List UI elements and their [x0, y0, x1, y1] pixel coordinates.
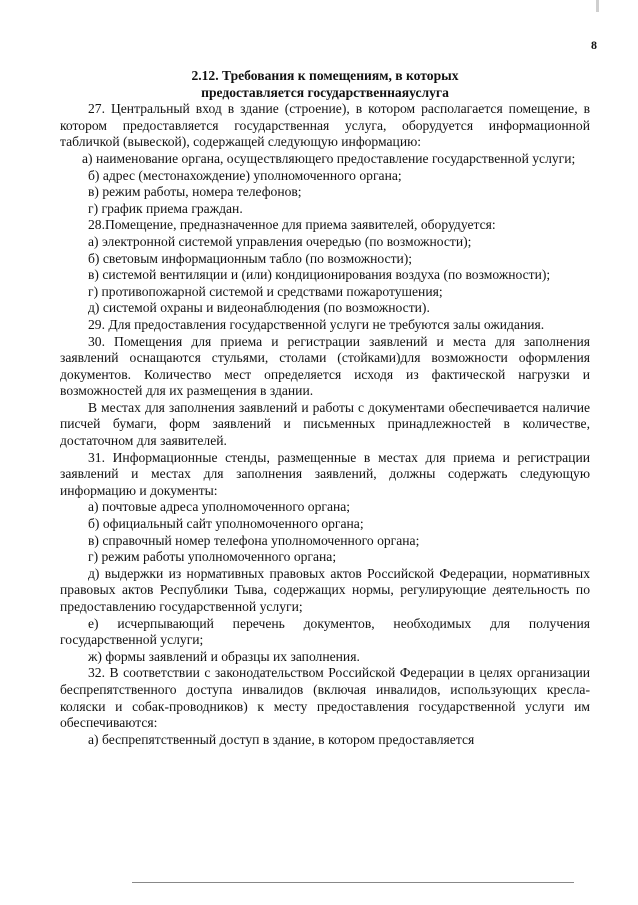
- paragraph-list: [60, 101, 590, 748]
- paragraph: д) системой охраны и видеонаблюдения (по возможности).: [88, 300, 430, 316]
- paragraph: е) исчерпывающий перечень документов, необходимых для получения государственной услуги;: [60, 615, 590, 648]
- paragraph: 28.Помещение, предназначенное для приема заявителей, оборудуется:: [88, 217, 496, 233]
- paragraph: г) график приема граждан.: [88, 200, 243, 216]
- paragraph: а) беспрепятственный доступ в здание, в котором предоставляется: [88, 731, 475, 747]
- paragraph: в) справочный номер телефона уполномоченного органа;: [88, 532, 420, 548]
- page-number: 8: [591, 38, 597, 52]
- paragraph: б) официальный сайт уполномоченного органа;: [88, 516, 364, 532]
- paragraph: б) световым информационным табло (по возможности);: [88, 250, 413, 266]
- section-heading-line-2: предоставляется государственнаяуслуга: [201, 84, 449, 100]
- paragraph: б) адрес (местонахождение) уполномоченного органа;: [88, 167, 402, 183]
- footer-rule: [132, 882, 574, 883]
- paragraph: а) наименование органа, осуществляющего предоставление государственной услуги;: [82, 150, 576, 166]
- section-heading-line-1: 2.12. Требования к помещениям, в которых: [191, 68, 459, 83]
- paragraph: 27. Центральный вход в здание (строение), в котором располагается помещение, в котором предоставляется государственная услуга, оборудуется информационной табличкой (вывеской), содержащей следующую информацию:: [60, 101, 590, 150]
- document-body: [60, 68, 590, 748]
- paragraph: г) режим работы уполномоченного органа;: [88, 549, 337, 565]
- paragraph: а) электронной системой управления очередью (по возможности);: [88, 233, 472, 249]
- paragraph: ж) формы заявлений и образцы их заполнения.: [88, 648, 360, 664]
- paragraph: 32. В соответствии с законодательством Российской Федерации в целях организации беспрепятственного доступа инвалидов (включая инвалидов, использующих кресла-коляски и собак-проводников) к месту предоставления государственной услуги им обеспечиваются:: [60, 665, 590, 731]
- paragraph: в) режим работы, номера телефонов;: [88, 184, 302, 200]
- paragraph: 29. Для предоставления государственной услуги не требуются залы ожидания.: [88, 316, 545, 332]
- scan-edge-mark: [596, 0, 599, 12]
- paragraph: д) выдержки из нормативных правовых актов Российской Федерации, нормативных правовых актов Республики Тыва, содержащих нормы, регулирующие деятельность по предоставлению государственной услуги;: [60, 565, 590, 614]
- paragraph: В местах для заполнения заявлений и работы с документами обеспечивается наличие писчей бумаги, форм заявлений и письменных принадлежностей в количестве, достаточном для заявителей.: [60, 399, 590, 449]
- paragraph: 30. Помещения для приема и регистрации заявлений и места для заполнения заявлений оснащаются стульями, столами (стойками)для возможности оформления документов. Количество мест определяется исходя из фактической нагрузки и возможностей для их размещения в здании.: [60, 333, 590, 399]
- paragraph: г) противопожарной системой и средствами пожаротушения;: [88, 283, 443, 299]
- paragraph: а) почтовые адреса уполномоченного органа;: [88, 499, 351, 515]
- paragraph: 31. Информационные стенды, размещенные в местах для приема и регистрации заявлений и местах для заполнения заявлений, должны содержать следующую информацию и документы:: [60, 449, 590, 498]
- paragraph: в) системой вентиляции и (или) кондиционирования воздуха (по возможности);: [88, 267, 551, 283]
